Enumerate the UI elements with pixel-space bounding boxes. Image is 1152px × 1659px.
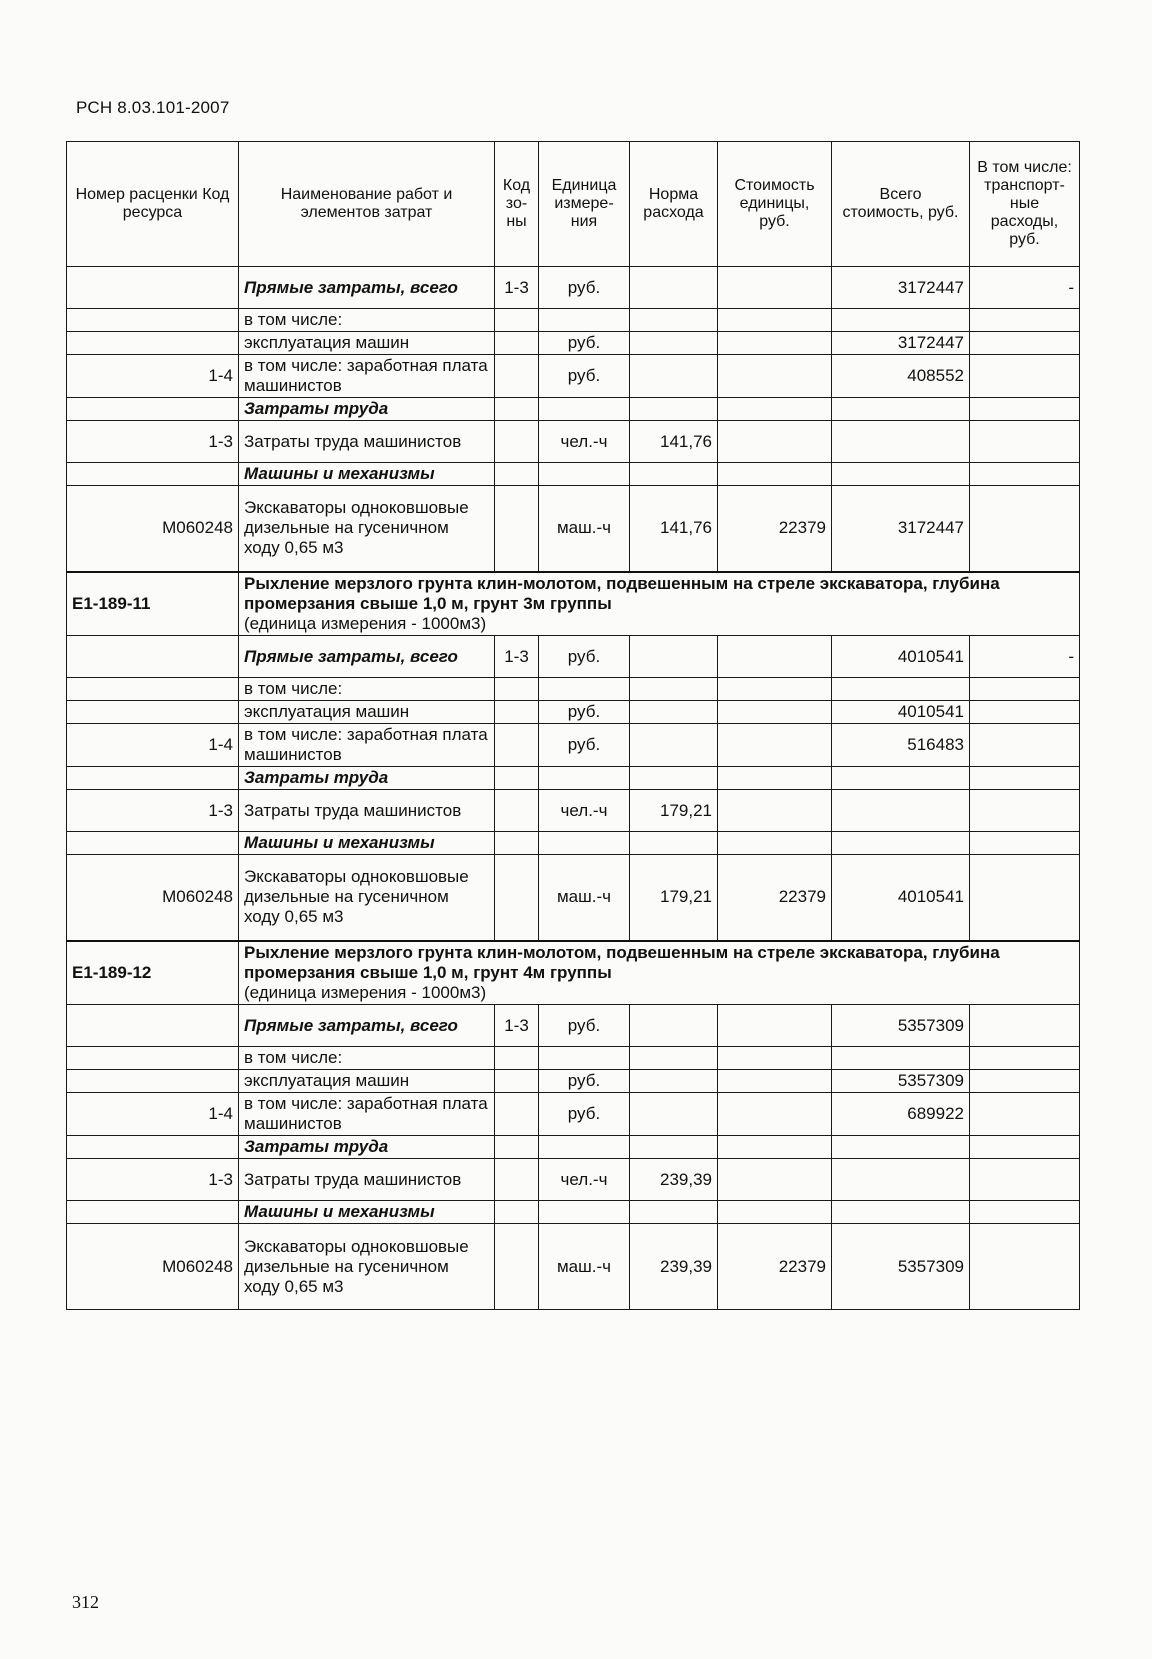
machine-label: Экскаваторы одноковшовые дизельные на гусеничном ходу 0,65 м3 <box>239 1224 495 1310</box>
machines-section-row <box>67 1201 1080 1224</box>
labor-label: Затраты труда машинистов <box>239 1159 495 1201</box>
labor-label: Затраты труда машинистов <box>239 790 495 832</box>
unit: руб. <box>539 1005 630 1047</box>
zone-code: 1-3 <box>495 267 539 309</box>
norm: 239,39 <box>630 1224 718 1310</box>
resource-code: 1-3 <box>67 790 239 832</box>
direct-costs-label: Прямые затраты, всего <box>239 267 495 309</box>
machines-section-label: Машины и механизмы <box>239 1201 495 1224</box>
header-unit: Единица измере-ния <box>539 142 630 267</box>
direct-costs-label: Прямые затраты, всего <box>239 636 495 678</box>
total-cost: 3172447 <box>832 332 970 355</box>
unit: маш.-ч <box>539 855 630 941</box>
resource-code: М060248 <box>67 486 239 572</box>
direct-costs-row <box>67 636 1080 678</box>
resource-code: 1-4 <box>67 724 239 767</box>
header-total-cost: Всего стоимость, руб. <box>832 142 970 267</box>
machine-operation-row <box>67 701 1080 724</box>
unit-cost: 22379 <box>718 1224 832 1310</box>
labor-row <box>67 421 1080 463</box>
machine-label: Экскаваторы одноковшовые дизельные на гусеничном ходу 0,65 м3 <box>239 855 495 941</box>
direct-costs-row <box>67 1005 1080 1047</box>
rate-title-cell <box>239 941 1080 1005</box>
total-cost: 516483 <box>832 724 970 767</box>
total-cost: 3172447 <box>832 267 970 309</box>
machines-section-row <box>67 463 1080 486</box>
norm: 141,76 <box>630 486 718 572</box>
machines-section-row <box>67 832 1080 855</box>
rate-unit-note: (единица измерения - 1000м3) <box>244 982 487 1002</box>
header-unit-cost: Стоимость единицы, руб. <box>718 142 832 267</box>
rates-table <box>66 141 1080 1310</box>
unit: маш.-ч <box>539 1224 630 1310</box>
norm: 239,39 <box>630 1159 718 1201</box>
labor-section-row <box>67 1136 1080 1159</box>
resource-code: М060248 <box>67 855 239 941</box>
rate-unit-note: (единица измерения - 1000м3) <box>244 613 487 633</box>
total-cost: 408552 <box>832 355 970 398</box>
unit: руб. <box>539 355 630 398</box>
header-norm: Норма расхода <box>630 142 718 267</box>
including-label: в том числе: <box>239 678 495 701</box>
machine-resource-row <box>67 1224 1080 1310</box>
machine-resource-row <box>67 486 1080 572</box>
transport-cost: - <box>970 267 1080 309</box>
total-cost: 689922 <box>832 1093 970 1136</box>
machine-label: Экскаваторы одноковшовые дизельные на гусеничном ходу 0,65 м3 <box>239 486 495 572</box>
rate-block-2 <box>67 941 1080 1310</box>
unit: чел.-ч <box>539 421 630 463</box>
resource-code: М060248 <box>67 1224 239 1310</box>
unit-cost: 22379 <box>718 486 832 572</box>
transport-cost: - <box>970 636 1080 678</box>
labor-section-label: Затраты труда <box>239 1136 495 1159</box>
rate-block-0 <box>67 267 1080 572</box>
unit: руб. <box>539 332 630 355</box>
including-row <box>67 1047 1080 1070</box>
direct-costs-row <box>67 267 1080 309</box>
operator-wages-label: в том числе: заработная плата машинистов <box>239 355 495 398</box>
total-cost: 3172447 <box>832 486 970 572</box>
total-cost: 4010541 <box>832 855 970 941</box>
unit-cost: 22379 <box>718 855 832 941</box>
direct-costs-label: Прямые затраты, всего <box>239 1005 495 1047</box>
resource-code: 1-4 <box>67 355 239 398</box>
header-work-name: Наименование работ и элементов затрат <box>239 142 495 267</box>
zone-code: 1-3 <box>495 1005 539 1047</box>
including-label: в том числе: <box>239 1047 495 1070</box>
unit: руб. <box>539 267 630 309</box>
transport-cost <box>970 1005 1080 1047</box>
unit: руб. <box>539 701 630 724</box>
resource-code: 1-3 <box>67 1159 239 1201</box>
labor-section-row <box>67 398 1080 421</box>
rate-title-row <box>67 572 1080 636</box>
machine-resource-row <box>67 855 1080 941</box>
operator-wages-row <box>67 724 1080 767</box>
including-row <box>67 678 1080 701</box>
machine-operation-label: эксплуатация машин <box>239 701 495 724</box>
machine-operation-row <box>67 332 1080 355</box>
rate-title-row <box>67 941 1080 1005</box>
norm: 141,76 <box>630 421 718 463</box>
total-cost: 5357309 <box>832 1224 970 1310</box>
total-cost: 4010541 <box>832 701 970 724</box>
operator-wages-row <box>67 1093 1080 1136</box>
unit: руб. <box>539 1093 630 1136</box>
operator-wages-row <box>67 355 1080 398</box>
machines-section-label: Машины и механизмы <box>239 463 495 486</box>
machine-operation-label: эксплуатация машин <box>239 332 495 355</box>
machines-section-label: Машины и механизмы <box>239 832 495 855</box>
rate-title: Рыхление мерзлого грунта клин-молотом, подвешенным на стреле экскаватора, глубина промерзания свыше 1,0 м, грунт 4м группы <box>244 942 1000 982</box>
labor-section-label: Затраты труда <box>239 398 495 421</box>
machine-operation-row <box>67 1070 1080 1093</box>
total-cost: 5357309 <box>832 1005 970 1047</box>
norm: 179,21 <box>630 790 718 832</box>
unit: чел.-ч <box>539 790 630 832</box>
including-label: в том числе: <box>239 309 495 332</box>
unit: руб. <box>539 636 630 678</box>
unit: руб. <box>539 1070 630 1093</box>
operator-wages-label: в том числе: заработная плата машинистов <box>239 724 495 767</box>
unit: руб. <box>539 724 630 767</box>
labor-section-row <box>67 767 1080 790</box>
unit: маш.-ч <box>539 486 630 572</box>
rate-title-cell <box>239 572 1080 636</box>
labor-section-label: Затраты труда <box>239 767 495 790</box>
including-row <box>67 309 1080 332</box>
total-cost: 4010541 <box>832 636 970 678</box>
labor-label: Затраты труда машинистов <box>239 421 495 463</box>
operator-wages-label: в том числе: заработная плата машинистов <box>239 1093 495 1136</box>
rate-block-1 <box>67 572 1080 941</box>
document-code: РСН 8.03.101-2007 <box>76 98 230 117</box>
labor-row <box>67 1159 1080 1201</box>
header-transport: В том числе: транспорт-ные расходы, руб. <box>970 142 1080 267</box>
machine-operation-label: эксплуатация машин <box>239 1070 495 1093</box>
rate-id: Е1-189-12 <box>67 941 239 1005</box>
resource-code: 1-3 <box>67 421 239 463</box>
header-rate-number: Номер расценки Код ресурса <box>67 142 239 267</box>
rate-id: Е1-189-11 <box>67 572 239 636</box>
header-zone-code: Код зо-ны <box>495 142 539 267</box>
labor-row <box>67 790 1080 832</box>
unit: чел.-ч <box>539 1159 630 1201</box>
norm: 179,21 <box>630 855 718 941</box>
table-header-row <box>67 142 1080 267</box>
rate-title: Рыхление мерзлого грунта клин-молотом, подвешенным на стреле экскаватора, глубина промерзания свыше 1,0 м, грунт 3м группы <box>244 573 1000 613</box>
page-number: 312 <box>72 1592 99 1612</box>
zone-code: 1-3 <box>495 636 539 678</box>
resource-code: 1-4 <box>67 1093 239 1136</box>
total-cost: 5357309 <box>832 1070 970 1093</box>
